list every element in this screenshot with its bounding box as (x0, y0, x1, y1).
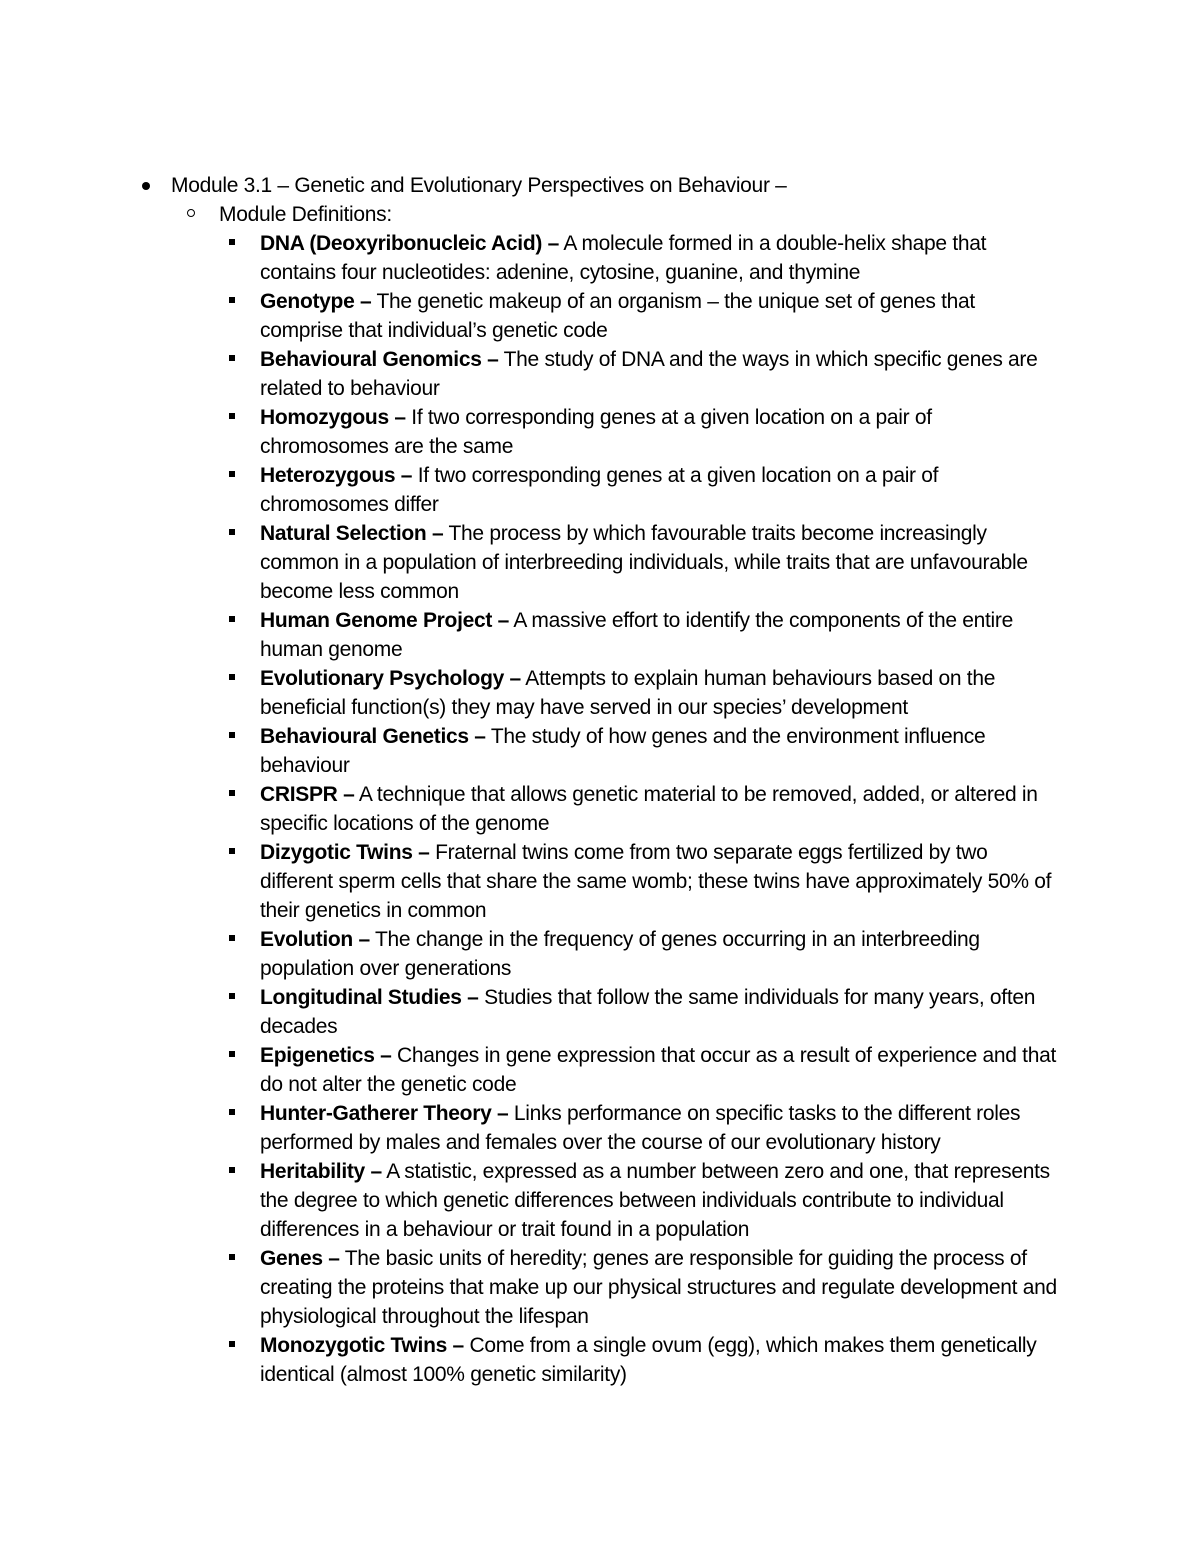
definition-item (219, 403, 1060, 461)
definition-item (219, 287, 1060, 345)
definition-text: The genetic makeup of an organism – the unique set of genes that comprise that individual’s genetic code (260, 290, 975, 342)
definition-text: The basic units of heredity; genes are responsible for guiding the process of creating the proteins that make up our physical structures and regulate development and physiological throughout the lifespan (260, 1247, 1057, 1328)
definition-text: Attempts to explain human behaviours based on the beneficial function(s) they may have served in our species’ development (260, 667, 996, 719)
definition-item (219, 780, 1060, 838)
definition-item (219, 345, 1060, 403)
definition-text: A molecule formed in a double-helix shape that contains four nucleotides: adenine, cytosine, guanine, and thymine (260, 232, 987, 284)
definition-item (219, 1099, 1060, 1157)
square-bullet-icon (229, 1341, 235, 1347)
definition-term: Genes – (260, 1247, 340, 1270)
section-heading: Module Definitions: (219, 203, 392, 226)
definition-text: Come from a single ovum (egg), which makes them genetically identical (almost 100% genetic similarity) (260, 1334, 1037, 1386)
section-heading-item (186, 200, 1121, 229)
square-bullet-icon (229, 935, 235, 941)
definition-term: Natural Selection – (260, 522, 444, 545)
definition-text: The change in the frequency of genes occurring in an interbreeding population over generations (260, 928, 980, 980)
square-bullet-icon (229, 529, 235, 535)
square-bullet-icon (229, 1109, 235, 1115)
square-bullet-icon (229, 732, 235, 738)
definition-text: Links performance on specific tasks to the different roles performed by males and females over the course of our evolutionary history (260, 1102, 1021, 1154)
disc-bullet-icon (142, 182, 150, 190)
square-bullet-icon (229, 1167, 235, 1173)
definition-term: DNA (Deoxyribonucleic Acid) – (260, 232, 559, 255)
definition-text: A statistic, expressed as a number between zero and one, that represents the degree to which genetic differences between individuals contribute to individual differences in a behaviour or trait found in a population (260, 1160, 1050, 1241)
definition-term: Dizygotic Twins – (260, 841, 430, 864)
module-title-item (141, 171, 1121, 200)
definition-term: Behavioural Genetics – (260, 725, 486, 748)
definition-term: Epigenetics – (260, 1044, 392, 1067)
definition-item (219, 664, 1060, 722)
definition-item (219, 925, 1060, 983)
definition-term: Human Genome Project – (260, 609, 509, 632)
definition-term: Evolutionary Psychology – (260, 667, 521, 690)
definition-text: The study of DNA and the ways in which specific genes are related to behaviour (260, 348, 1038, 400)
definition-term: Genotype – (260, 290, 372, 313)
square-bullet-icon (229, 413, 235, 419)
outline (141, 171, 1121, 1389)
definition-item (219, 983, 1060, 1041)
definition-term: Heritability – (260, 1160, 382, 1183)
square-bullet-icon (229, 674, 235, 680)
definition-item (219, 519, 1060, 606)
definition-item (219, 1244, 1060, 1331)
definition-text: Changes in gene expression that occur as a result of experience and that do not alter the genetic code (260, 1044, 1057, 1096)
definition-item (219, 1157, 1060, 1244)
definition-text: If two corresponding genes at a given location on a pair of chromosomes differ (260, 464, 939, 516)
definition-text: The study of how genes and the environment influence behaviour (260, 725, 986, 777)
definition-item (219, 838, 1060, 925)
square-bullet-icon (229, 848, 235, 854)
circle-bullet-icon (187, 209, 195, 217)
square-bullet-icon (229, 790, 235, 796)
definition-text: If two corresponding genes at a given location on a pair of chromosomes are the same (260, 406, 932, 458)
definition-term: Behavioural Genomics – (260, 348, 499, 371)
definition-text: Studies that follow the same individuals for many years, often decades (260, 986, 1036, 1038)
square-bullet-icon (229, 1051, 235, 1057)
module-title: Module 3.1 – Genetic and Evolutionary Perspectives on Behaviour – (171, 174, 787, 197)
definition-item (219, 1041, 1060, 1099)
square-bullet-icon (229, 297, 235, 303)
definition-item (219, 606, 1060, 664)
square-bullet-icon (229, 616, 235, 622)
definition-term: Heterozygous – (260, 464, 413, 487)
definition-term: Evolution – (260, 928, 370, 951)
definition-text: Fraternal twins come from two separate eggs fertilized by two different sperm cells that share the same womb; these twins have approximately 50% of their genetics in common (260, 841, 1052, 922)
definition-term: Hunter-Gatherer Theory – (260, 1102, 509, 1125)
square-bullet-icon (229, 1254, 235, 1260)
definition-term: Longitudinal Studies – (260, 986, 479, 1009)
square-bullet-icon (229, 355, 235, 361)
definition-list (141, 229, 1121, 1389)
definition-term: Monozygotic Twins – (260, 1334, 464, 1357)
definition-item (219, 461, 1060, 519)
square-bullet-icon (229, 239, 235, 245)
square-bullet-icon (229, 993, 235, 999)
definition-term: Homozygous – (260, 406, 406, 429)
definition-item (219, 1331, 1060, 1389)
definition-term: CRISPR – (260, 783, 355, 806)
definition-item (219, 722, 1060, 780)
definition-item (219, 229, 1060, 287)
square-bullet-icon (229, 471, 235, 477)
definition-text: A massive effort to identify the components of the entire human genome (260, 609, 1013, 661)
definition-text: The process by which favourable traits become increasingly common in a population of interbreeding individuals, while traits that are unfavourable become less common (260, 522, 1028, 603)
definition-text: A technique that allows genetic material to be removed, added, or altered in specific locations of the genome (260, 783, 1038, 835)
